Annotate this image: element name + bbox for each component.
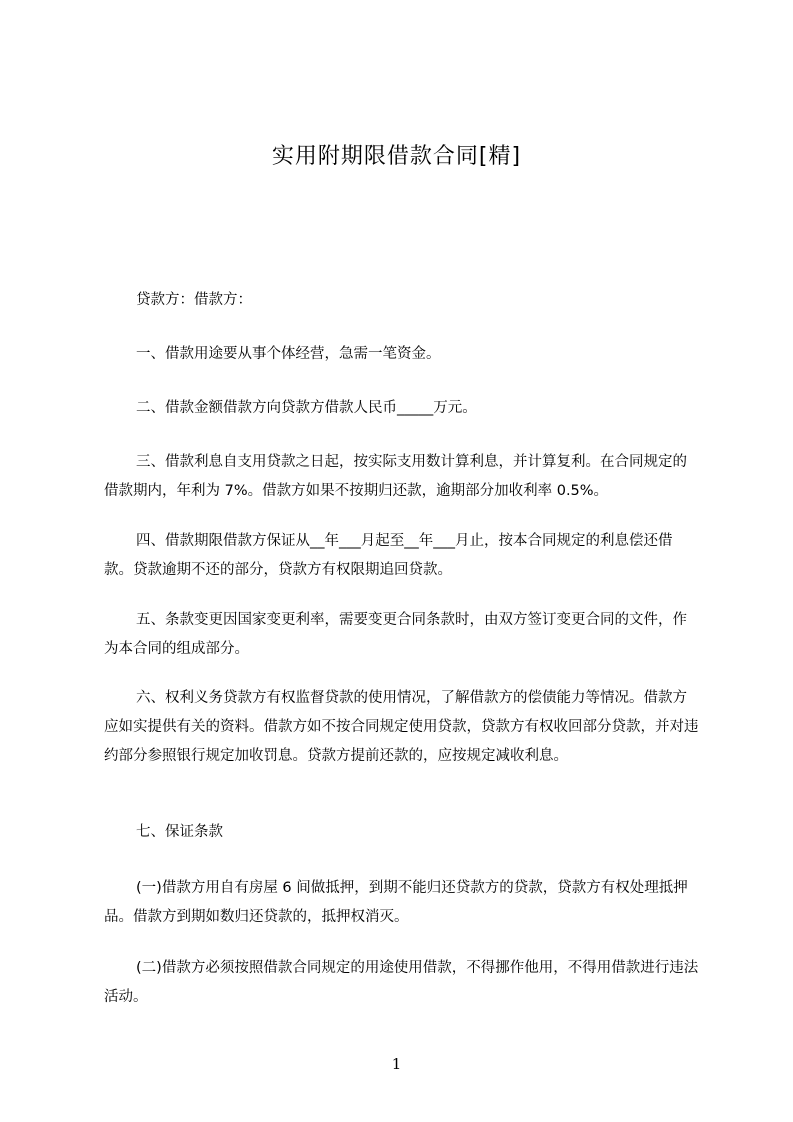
paragraph-guarantee-heading: 七、保证条款 <box>136 824 223 840</box>
document-title: 实用附期限借款合同[精] <box>271 144 522 169</box>
paragraph-guarantee-2: (二)借款方必须按照借款合同规定的用途使用借款，不得挪作他用，不得用借款进行违法活动。 <box>104 960 699 1005</box>
paragraph-amount: 二、借款金额借款方向贷款方借款人民币_____万元。 <box>136 400 477 416</box>
paragraph-purpose: 一、借款用途要从事个体经营，急需一笔资金。 <box>136 346 441 362</box>
paragraph-parties: 贷款方：借款方： <box>136 292 252 308</box>
paragraph-term: 四、借款期限借款方保证从__年___月起至__年___月止，按本合同规定的利息偿还借款。贷款逾期不还的部分，贷款方有权限期追回贷款。 <box>104 533 673 578</box>
paragraph-interest: 三、借款利息自支用贷款之日起，按实际支用数计算利息，并计算复利。在合同规定的借款期内，年利为 7%。借款方如果不按期归还款，逾期部分加收利率 0.5%。 <box>104 454 687 499</box>
paragraph-guarantee-1: (一)借款方用自有房屋 6 间做抵押，到期不能归还贷款方的贷款，贷款方有权处理抵押品。借款方到期如数归还贷款的，抵押权消灭。 <box>104 880 688 925</box>
page-number: 1 <box>391 1055 402 1073</box>
paragraph-modification: 五、条款变更因国家变更利率，需要变更合同条款时，由双方签订变更合同的文件，作为本合同的组成部分。 <box>104 612 687 657</box>
paragraph-rights: 六、权利义务贷款方有权监督贷款的使用情况，了解借款方的偿债能力等情况。借款方应如实提供有关的资料。借款方如不按合同规定使用贷款，贷款方有权收回部分贷款，并对违约部分参照银行规定加收罚息。贷款方提前还款的，应按规定减收利息。 <box>104 690 699 764</box>
